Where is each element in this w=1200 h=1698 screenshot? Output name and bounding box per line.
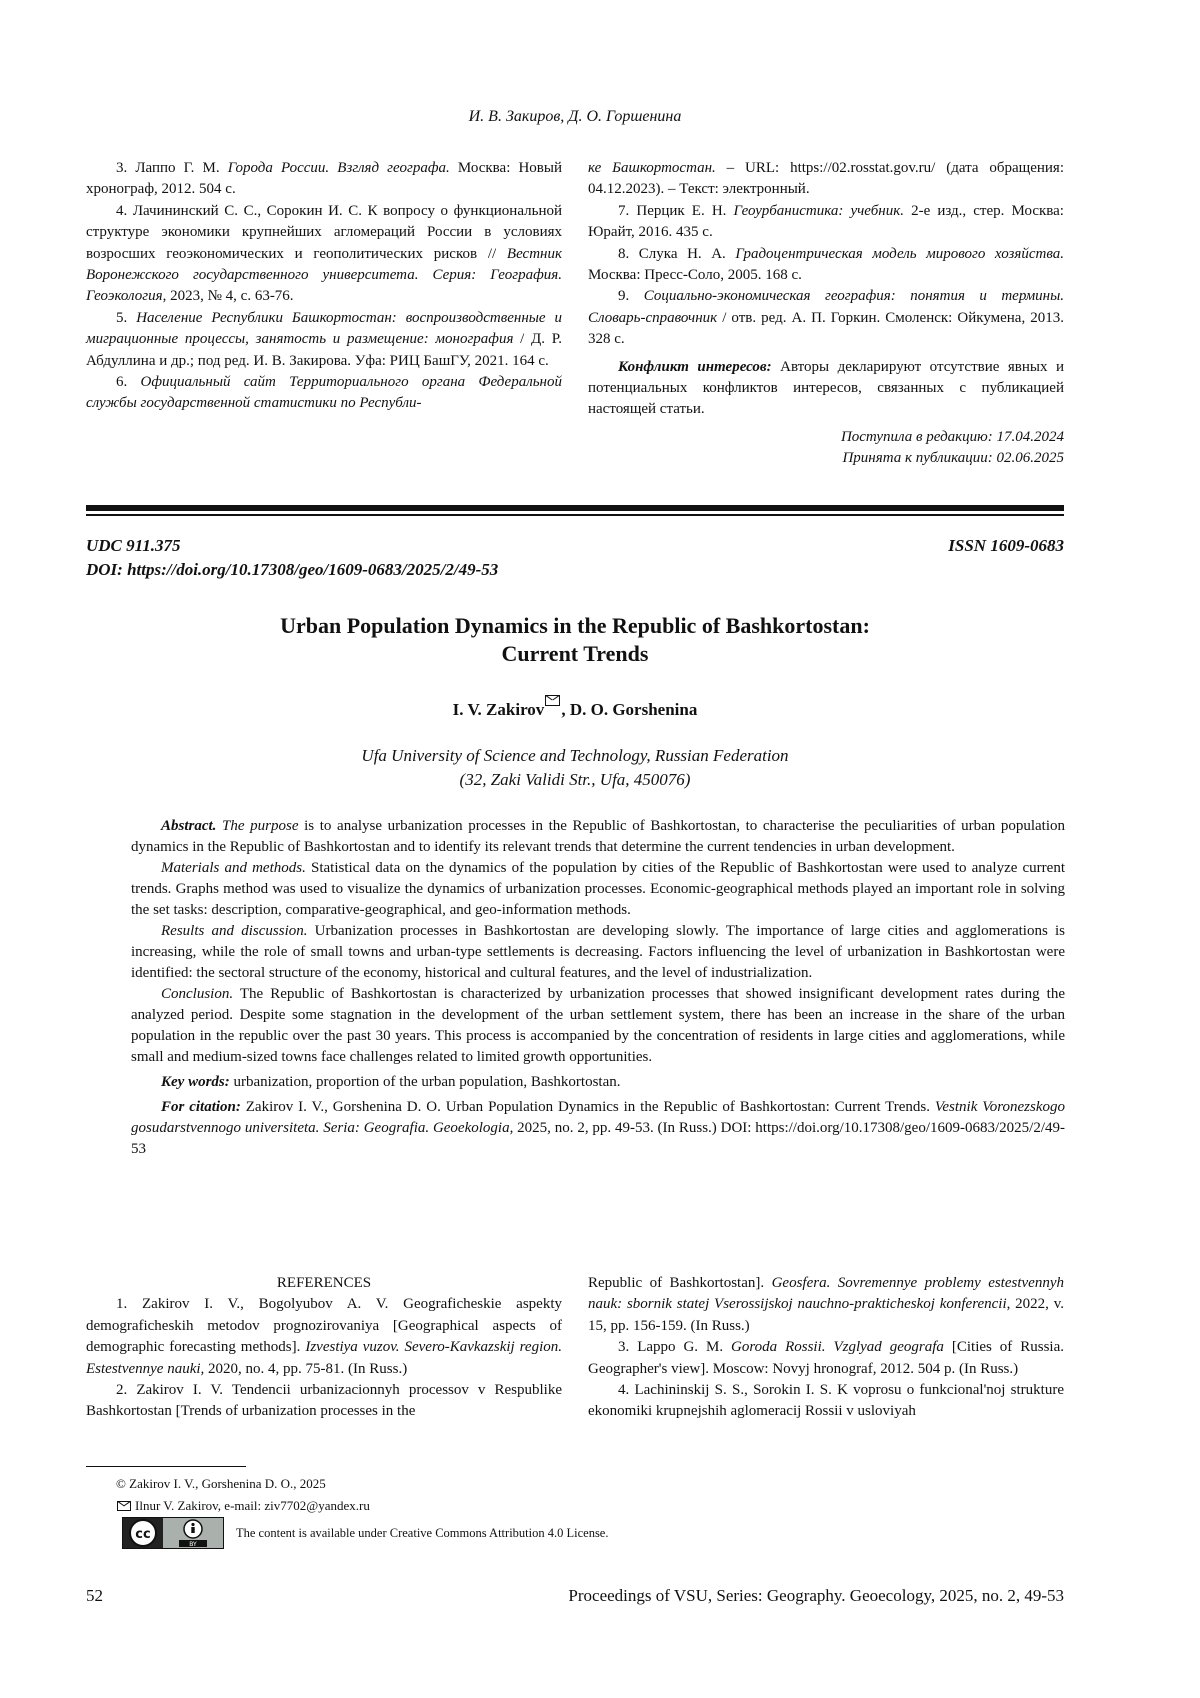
title-line-2: Current Trends <box>501 641 649 666</box>
authors <box>86 700 1064 720</box>
license-text[interactable]: The content is available under Creative Commons Attribution 4.0 License. <box>236 1525 609 1540</box>
footnotes <box>86 1473 370 1517</box>
ru-ref-6: 6. Официальный сайт Территориального органа Федеральной службы государственной статистики по Республи- <box>86 374 562 412</box>
issn: ISSN 1609-0683 <box>948 536 1064 555</box>
ru-ref-7: 7. Перцик Е. Н. Геоурбанистика: учебник. 2-е изд., стер. Москва: Юрайт, 2016. 435 с. <box>588 202 1064 241</box>
en-refs-right-column <box>588 1273 1064 1423</box>
cc-badge-text: BY <box>189 1541 197 1548</box>
en-ref-2-cont: Republic of Bashkortostan]. Geosfera. Sovremennye problemy estestvennyh nauk: sbornik statej Vserossijskoj nauchno-prakticheskoj konferencii, 2022, v. 15, pp. 156-159. (In Russ.) <box>588 1275 1064 1334</box>
corresponding-author <box>86 1495 370 1517</box>
journal-footer: Proceedings of VSU, Series: Geography. Geoecology, 2025, no. 2, 49-53 <box>568 1586 1064 1605</box>
en-ref-3: 3. Lappo G. M. Goroda Rossii. Vzglyad geografa [Cities of Russia. Geographer's view]. Moscow: Novyj hronograf, 2012. 504 p. (In Russ.) <box>588 1339 1064 1377</box>
ru-refs-right-column <box>588 158 1064 470</box>
section-divider-thin <box>86 514 1064 516</box>
ru-ref-4: 4. Лачининский С. С., Сорокин И. С. К вопросу о функциональной структуре экономики крупнейших агломераций России в условиях возросших геоэкономических и геополитических рисков // Вестник Воронежского государственного университета. Серия: География. Геоэкология, 2023, № 4, с. 63-76. <box>86 202 562 305</box>
footnote-rule <box>86 1466 246 1467</box>
accepted-date: Принята к публикации: 02.06.2025 <box>842 450 1064 467</box>
ru-ref-6-cont: ке Башкортостан. – URL: https://02.rosstat.gov.ru/ (дата обращения: 04.12.2023). – Текст: электронный. <box>588 160 1065 198</box>
running-head: И. В. Закиров, Д. О. Горшенина <box>468 108 682 125</box>
udc-doi-block <box>86 534 498 582</box>
doi-link[interactable]: DOI: https://doi.org/10.17308/geo/1609-0683/2025/2/49-53 <box>86 560 499 579</box>
english-references <box>86 1273 1064 1423</box>
page-footer <box>86 1586 1064 1606</box>
cc-by-icon <box>123 1518 223 1548</box>
russian-references <box>86 158 1064 470</box>
envelope-icon <box>117 1501 131 1511</box>
en-refs-left-column <box>86 1273 562 1423</box>
udc-code: UDC 911.375 <box>86 536 181 555</box>
ru-ref-9: 9. Социально-экономическая география: понятия и термины. Словарь-справочник / отв. ред. А. П. Горкин. Смоленск: Ойкумена, 2013. 328 с. <box>588 288 1065 348</box>
keywords: Key words: urbanization, proportion of the urban population, Bashkortostan. <box>161 1074 621 1090</box>
affiliation-line-2: (32, Zaki Validi Str., Ufa, 450076) <box>459 770 691 789</box>
svg-text:cc: cc <box>135 1527 151 1542</box>
abstract <box>131 816 1065 1160</box>
affiliation-line-1: Ufa University of Science and Technology, Russian Federation <box>361 746 789 765</box>
license-row <box>122 1517 608 1549</box>
envelope-icon <box>545 695 560 706</box>
article-title <box>86 612 1064 668</box>
affiliation <box>86 744 1064 792</box>
ru-refs-left-column <box>86 158 562 470</box>
abstract-conclusion: Conclusion. The Republic of Bashkortostan is characterized by urbanization processes that showed insignificant development rates during the analyzed period. Despite some stagnation in the development of the urban settlement system, there has been an increase in the share of the urban population in the republic over the past 30 years. This process is accompanied by the concentration of residents in large cities and agglomerations, while small and medium-sized towns face challenges related to limited growth opportunities. <box>131 986 1065 1065</box>
cc-by-badge[interactable] <box>122 1517 224 1549</box>
abstract-methods: Materials and methods. Statistical data on the dynamics of the population by cities of the Republic of Bashkortostan were used to analyze current trends. Graphs method was used to visualize the dynamics of urbanization processes. Economic-geographical methods played an important role in solving the set tasks: description, comparative-geographical, and geo-information methods. <box>131 860 1065 918</box>
conflict-of-interest: Конфликт интересов: Авторы декларируют отсутствие явных и потенциальных конфликтов интересов, связанных с публикацией настоящей статьи. <box>588 358 1064 418</box>
paper-page <box>86 0 1064 1698</box>
author-zakirov: I. V. Zakirov <box>452 700 545 719</box>
references-heading: REFERENCES <box>276 1275 372 1291</box>
en-ref-2: 2. Zakirov I. V. Tendencii urbanizacionnyh processov v Respublike Bashkortostan [Trends of urbanization processes in the <box>86 1382 562 1420</box>
contact-email: Ilnur V. Zakirov, e-mail: ziv7702@yandex.ru <box>135 1498 370 1513</box>
copyright-notice: © Zakirov I. V., Gorshenina D. O., 2025 <box>116 1476 326 1491</box>
ru-ref-3: 3. Лаппо Г. М. Города России. Взгляд географа. Москва: Новый хронограф, 2012. 504 с. <box>86 160 562 198</box>
abstract-purpose: Abstract. The purpose is to analyse urbanization processes in the Republic of Bashkortostan, to characterise the peculiarities of urban population dynamics in the Republic of Bashkortostan and to identify its relevant trends that determine the current tendencies in urban development. <box>131 818 1066 855</box>
author-gorshenina: , D. O. Gorshenina <box>561 700 698 719</box>
title-line-1: Urban Population Dynamics in the Republic of Bashkortostan: <box>280 613 870 638</box>
en-ref-1: 1. Zakirov I. V., Bogolyubov A. V. Geograficheskie aspekty demograficheskih metodov prognozirovaniya [Geographical aspects of demographic forecasting methods]. Izvestiya vuzov. Severo-Kavkazskij region. Estestvennye nauki, 2020, no. 4, pp. 75-81. (In Russ.) <box>86 1296 562 1377</box>
page-number: 52 <box>86 1586 103 1605</box>
ru-ref-5: 5. Население Республики Башкортостан: воспроизводственные и миграционные процессы, занятость и размещение: монография / Д. Р. Абдуллина и др.; под ред. И. В. Закирова. Уфа: РИЦ БашГУ, 2021. 164 с. <box>86 309 563 369</box>
received-date: Поступила в редакцию: 17.04.2024 <box>840 428 1064 445</box>
en-ref-4: 4. Lachininskij S. S., Sorokin I. S. K voprosu o funkcional'noj strukture ekonomiki krupnejshih aglomeracij Rossii v usloviyah <box>588 1382 1064 1420</box>
ru-ref-8: 8. Слука Н. А. Градоцентрическая модель мирового хозяйства. Москва: Пресс-Соло, 2005. 168 с. <box>588 245 1064 284</box>
abstract-results: Results and discussion. Urbanization processes in Bashkortostan are developing slowly. The importance of large cities and agglomerations is increasing, while the role of small towns and urban-type settlements is decreasing. Factors influencing the level of urbanization in Bashkortostan were identified: the sectoral structure of the economy, historical and cultural features, and the level of industrialization. <box>131 923 1065 981</box>
section-divider-thick <box>86 505 1064 511</box>
citation: For citation: Zakirov I. V., Gorshenina D. O. Urban Population Dynamics in the Republic of Bashkortostan: Current Trends. Vestnik Voronezskogo gosudarstvennogo universiteta. Seria: Geografia. Geoekologia, 2025, no. 2, pp. 49-53. (In Russ.) DOI: https://doi.org/10.17308/geo/1609-0683/2025/2/49-53 <box>131 1099 1065 1157</box>
